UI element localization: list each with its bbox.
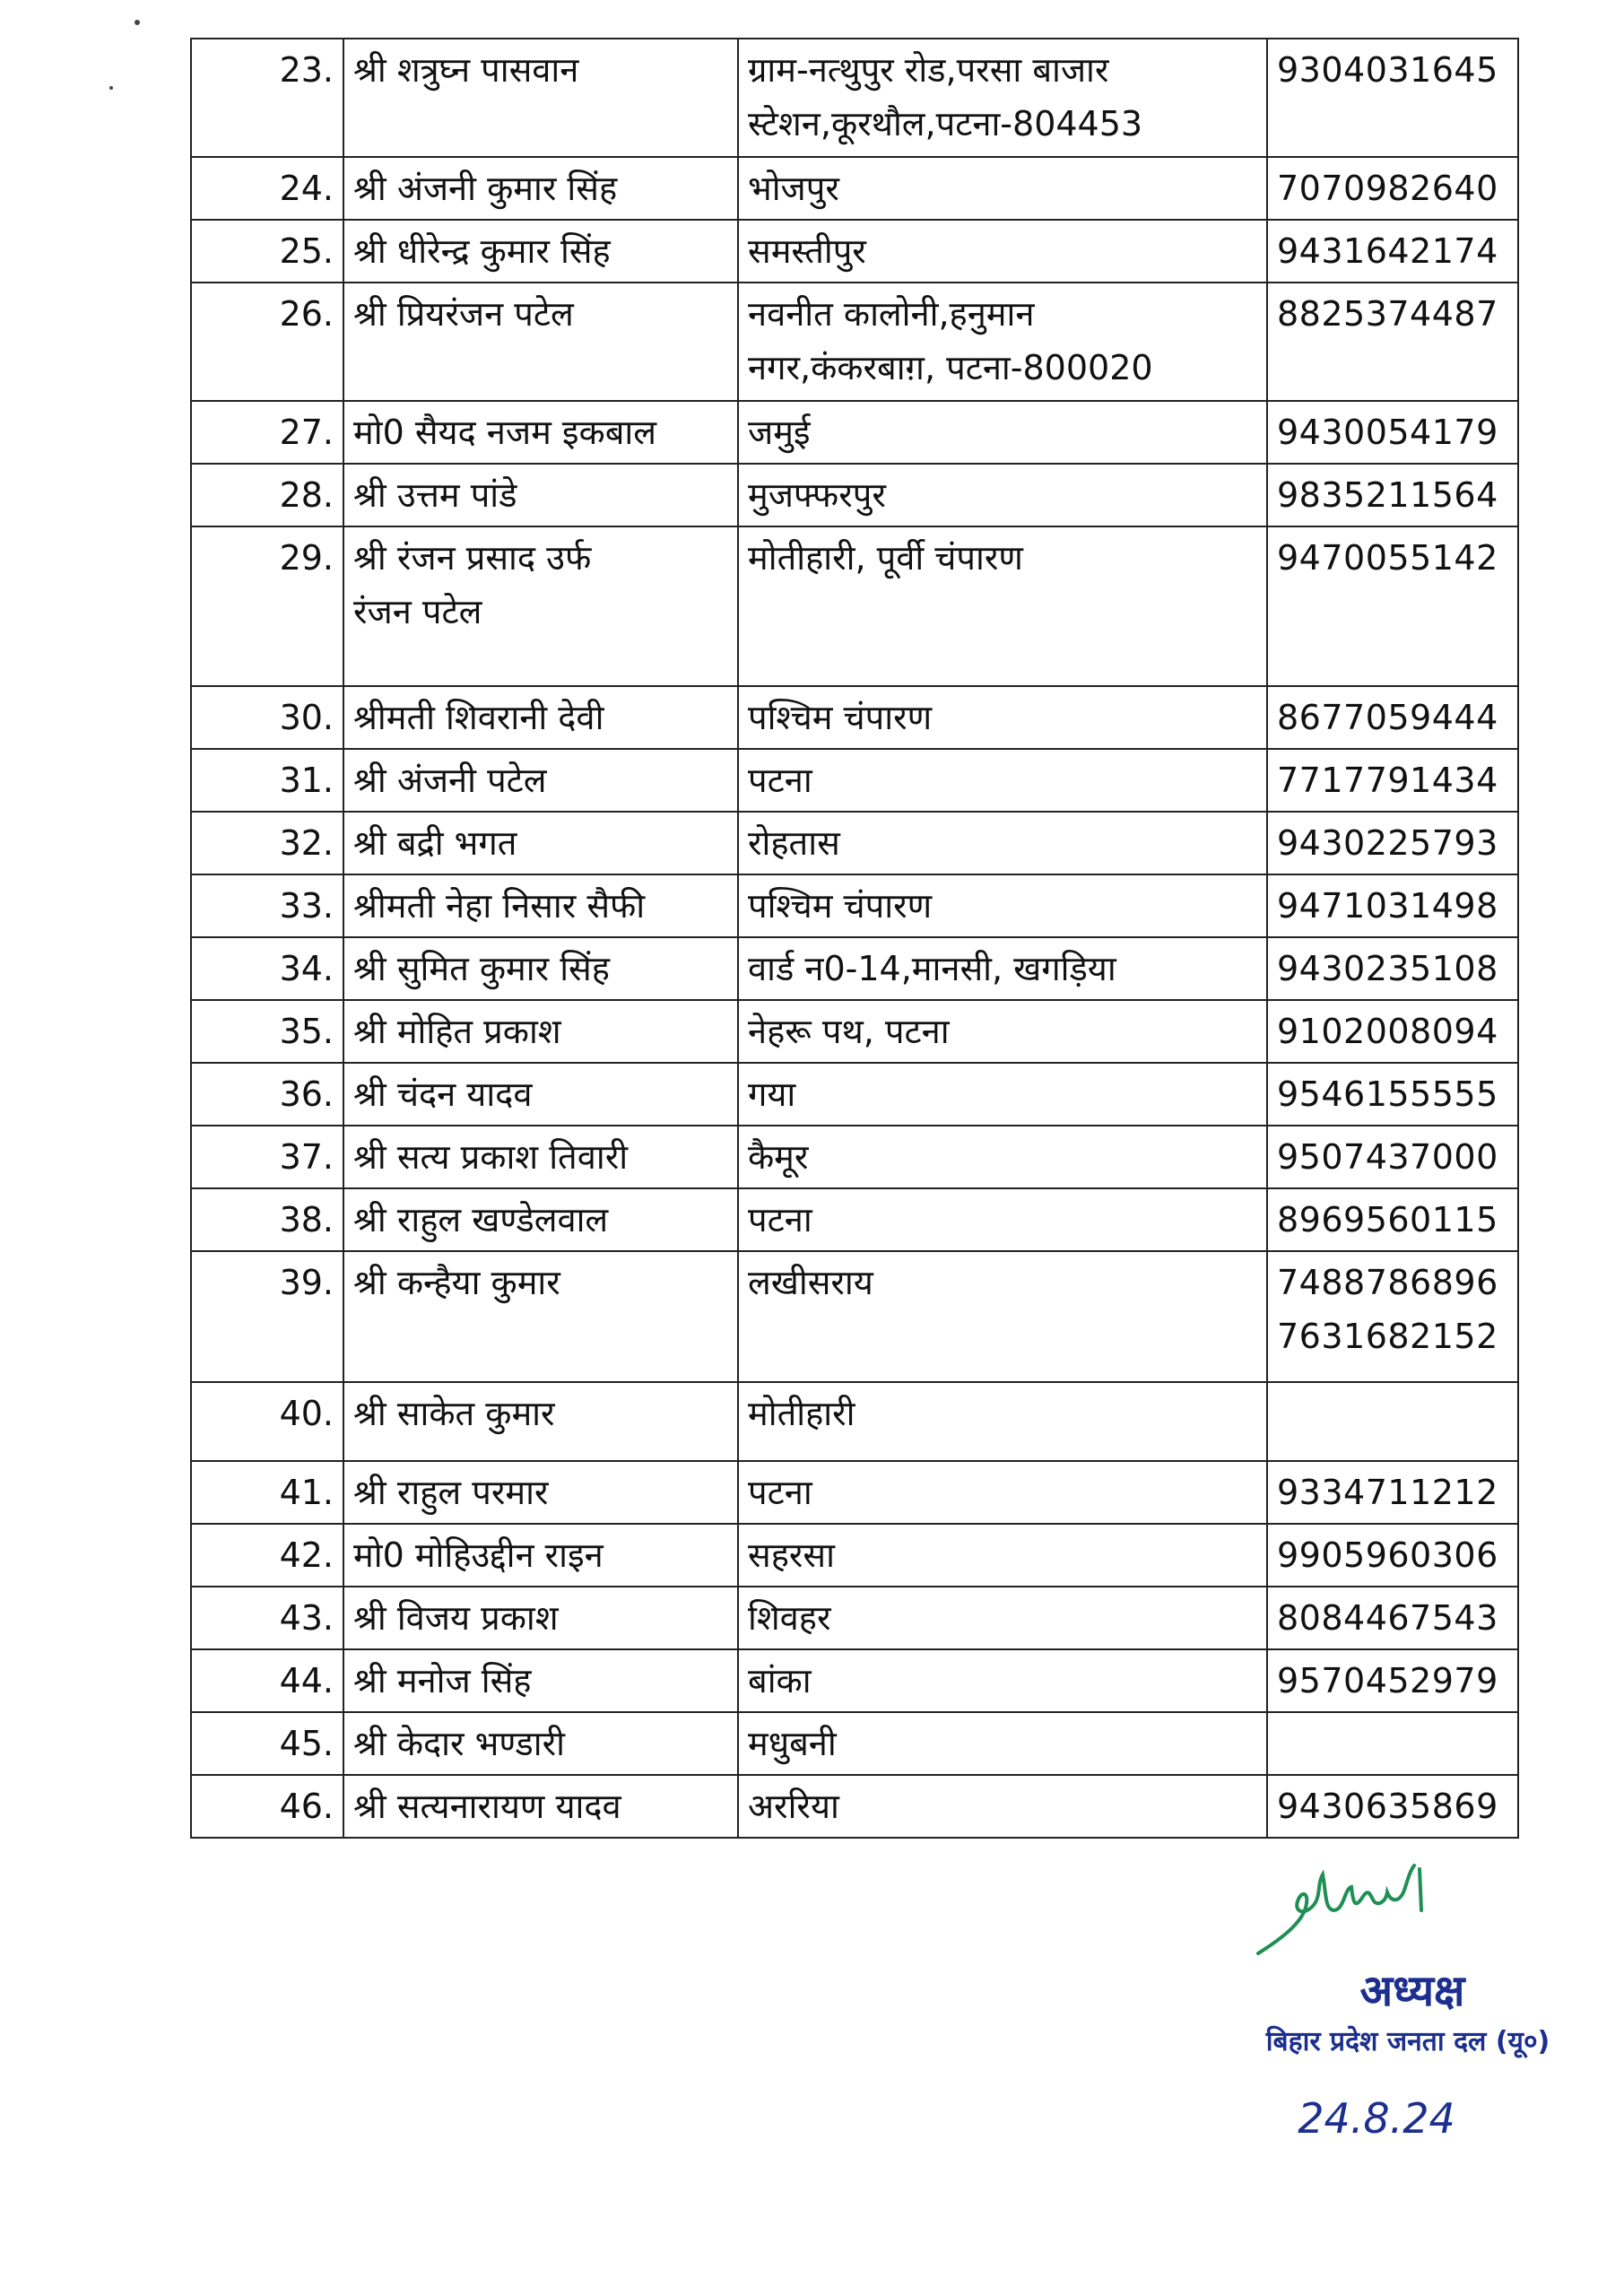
address-cell: बांका [738,1649,1267,1712]
phone-cell [1267,1712,1518,1775]
address-cell: लखीसराय [738,1251,1267,1382]
serial-number-cell: 43. [191,1587,343,1649]
table-row [191,1524,1518,1587]
phone-cell: 8969560115 [1267,1188,1518,1251]
serial-number-cell: 33. [191,874,343,937]
table-row [191,526,1518,686]
name-cell: मो0 मोहिउद्दीन राइन [343,1524,738,1587]
table-row [191,283,1518,401]
name-cell: श्रीमती नेहा निसार सैफी [343,874,738,937]
phone-cell: 9430235108 [1267,937,1518,1000]
serial-number-cell: 34. [191,937,343,1000]
name-cell: श्री रंजन प्रसाद उर्फ रंजन पटेल [343,526,738,686]
phone-cell [1267,1382,1518,1461]
name-cell: श्री कन्हैया कुमार [343,1251,738,1382]
address-cell: ग्राम-नत्थुपुर रोड,परसा बाजार स्टेशन,कूरथौल,पटना-804453 [738,39,1267,157]
address-cell: गया [738,1063,1267,1126]
table-row [191,937,1518,1000]
phone-cell: 9905960306 [1267,1524,1518,1587]
address-cell: वार्ड न0-14,मानसी, खगड़िया [738,937,1267,1000]
address-cell: रोहतास [738,812,1267,874]
phone-cell: 9431642174 [1267,220,1518,283]
name-cell: श्री बद्री भगत [343,812,738,874]
table-row [191,1063,1518,1126]
address-cell: पश्चिम चंपारण [738,874,1267,937]
serial-number-cell: 41. [191,1461,343,1524]
phone-cell: 7717791434 [1267,749,1518,812]
table-row [191,1251,1518,1382]
name-cell: श्री सत्यनारायण यादव [343,1775,738,1838]
phone-cell: 9570452979 [1267,1649,1518,1712]
table-row [191,1587,1518,1649]
name-cell: श्री विजय प्रकाश [343,1587,738,1649]
phone-cell: 8825374487 [1267,283,1518,401]
name-cell: श्री उत्तम पांडे [343,464,738,526]
phone-cell: 9470055142 [1267,526,1518,686]
scan-speck [109,86,113,90]
phone-cell: 9507437000 [1267,1126,1518,1188]
serial-number-cell: 46. [191,1775,343,1838]
address-cell: भोजपुर [738,157,1267,220]
phone-cell: 9471031498 [1267,874,1518,937]
signature-date: 24.8.24 [1298,2094,1455,2143]
table-row [191,1461,1518,1524]
name-cell: श्री राहुल खण्डेलवाल [343,1188,738,1251]
serial-number-cell: 25. [191,220,343,283]
address-cell: मधुबनी [738,1712,1267,1775]
name-cell: श्री धीरेन्द्र कुमार सिंह [343,220,738,283]
address-cell: पटना [738,749,1267,812]
table-row [191,1649,1518,1712]
member-table [190,38,1519,1839]
phone-cell: 9304031645 [1267,39,1518,157]
name-cell: श्री राहुल परमार [343,1461,738,1524]
table-row [191,464,1518,526]
table-row [191,157,1518,220]
address-cell: जमुई [738,401,1267,464]
signatory-role: अध्यक्ष [1359,1966,1465,2016]
address-cell: मोतीहारी [738,1382,1267,1461]
address-cell: पश्चिम चंपारण [738,686,1267,749]
table-row [191,749,1518,812]
table-row [191,401,1518,464]
serial-number-cell: 45. [191,1712,343,1775]
phone-cell: 9430635869 [1267,1775,1518,1838]
serial-number-cell: 31. [191,749,343,812]
name-cell: श्री सुमित कुमार सिंह [343,937,738,1000]
serial-number-cell: 40. [191,1382,343,1461]
serial-number-cell: 39. [191,1251,343,1382]
name-cell: मो0 सैयद नजम इकबाल [343,401,738,464]
phone-cell: 9430054179 [1267,401,1518,464]
scan-speck [135,20,140,25]
serial-number-cell: 26. [191,283,343,401]
name-cell: श्री मनोज सिंह [343,1649,738,1712]
table-row [191,39,1518,157]
phone-cell: 7488786896 7631682152 [1267,1251,1518,1382]
address-cell: शिवहर [738,1587,1267,1649]
name-cell: श्री सत्य प्रकाश तिवारी [343,1126,738,1188]
phone-cell: 9102008094 [1267,1000,1518,1063]
serial-number-cell: 24. [191,157,343,220]
name-cell: श्री प्रियरंजन पटेल [343,283,738,401]
table-row [191,220,1518,283]
address-cell: पटना [738,1188,1267,1251]
address-cell: नवनीत कालोनी,हनुमान नगर,कंकरबाग़, पटना-800020 [738,283,1267,401]
table-row [191,1188,1518,1251]
name-cell: श्री मोहित प्रकाश [343,1000,738,1063]
phone-cell: 9546155555 [1267,1063,1518,1126]
name-cell: श्री अंजनी पटेल [343,749,738,812]
serial-number-cell: 32. [191,812,343,874]
serial-number-cell: 23. [191,39,343,157]
serial-number-cell: 30. [191,686,343,749]
phone-cell: 9430225793 [1267,812,1518,874]
phone-cell: 8084467543 [1267,1587,1518,1649]
serial-number-cell: 38. [191,1188,343,1251]
phone-cell: 8677059444 [1267,686,1518,749]
name-cell: श्री अंजनी कुमार सिंह [343,157,738,220]
member-table-body [191,39,1518,1838]
handwritten-signature [1251,1857,1484,1964]
serial-number-cell: 37. [191,1126,343,1188]
signatory-organization: बिहार प्रदेश जनता दल (यू०) [1265,2026,1550,2057]
table-row [191,686,1518,749]
table-row [191,1126,1518,1188]
name-cell: श्री शत्रुघ्न पासवान [343,39,738,157]
serial-number-cell: 44. [191,1649,343,1712]
table-row [191,1712,1518,1775]
phone-cell: 9835211564 [1267,464,1518,526]
address-cell: समस्तीपुर [738,220,1267,283]
serial-number-cell: 27. [191,401,343,464]
address-cell: सहरसा [738,1524,1267,1587]
address-cell: अररिया [738,1775,1267,1838]
serial-number-cell: 28. [191,464,343,526]
serial-number-cell: 29. [191,526,343,686]
table-row [191,812,1518,874]
address-cell: नेहरू पथ, पटना [738,1000,1267,1063]
table-row [191,1775,1518,1838]
phone-cell: 7070982640 [1267,157,1518,220]
name-cell: श्री केदार भण्डारी [343,1712,738,1775]
address-cell: कैमूर [738,1126,1267,1188]
address-cell: मोतीहारी, पूर्वी चंपारण [738,526,1267,686]
name-cell: श्री चंदन यादव [343,1063,738,1126]
address-cell: पटना [738,1461,1267,1524]
table-row [191,1382,1518,1461]
name-cell: श्रीमती शिवरानी देवी [343,686,738,749]
serial-number-cell: 42. [191,1524,343,1587]
table-row [191,874,1518,937]
table-row [191,1000,1518,1063]
address-cell: मुजफ्फरपुर [738,464,1267,526]
name-cell: श्री साकेत कुमार [343,1382,738,1461]
phone-cell: 9334711212 [1267,1461,1518,1524]
signatory-stamp [1220,1960,1596,2159]
serial-number-cell: 35. [191,1000,343,1063]
serial-number-cell: 36. [191,1063,343,1126]
